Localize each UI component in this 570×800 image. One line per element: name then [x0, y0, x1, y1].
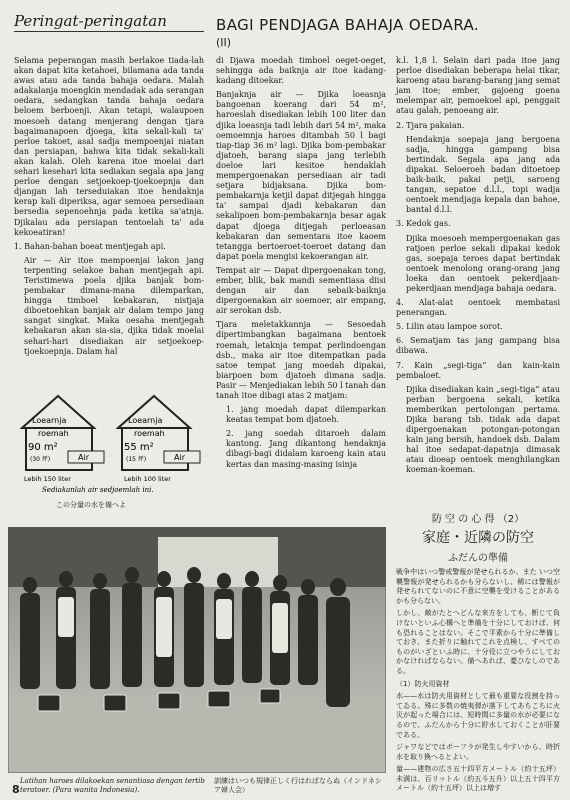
jp-p2: しかし、敵がたとへどんな来方をしても、断じて負けないといふ心構へと準備を十分にしておけば、何も恐れることはない。そこで平素から十分に準備しておき、また折りに触れてこれを点検し、すべてのものがいざといふ時に、十分役に立つやうにしておかなければならない。備へあれば、憂ひなしのである。	[396, 609, 560, 675]
photo-caption-id: Latihan haroes dilakoekan senantiasa dengan tertib teratoer. (Para wanita Indonesia).	[20, 777, 205, 794]
house1-area: 90 m²	[28, 442, 58, 453]
list-item-7-heading: 7. Kain „segi-tiga“ dan kain-kain pembaloet.	[396, 360, 560, 380]
house2-label1: Loearnja	[128, 416, 163, 425]
intro-paragraph: Selama peperangan masih berlakoe tiada-lah akan dapat kita ketahoei, bilamana ada tanda awas atau ada tanda bahaja oedara. Malah adakalanja moengkin mendadak ada serangan oedara, sedangkan tanda bahaja oedara beloem berboenji. Akan tetapi, walaupoen moesoeh datang menjerang dengan tjara bagaimanapoen djoega, kita sekali-kali ta' perloe takoet, asal sadja mempoenjai niatan dan persiapan, bahwa kita tidak sekali-kali akan kalah. Oleh karena itoe moelai dari sehari kesehari kita sediakan segala apa jang perloe dengan setjoekoep-tjoekoepnja dan djangan lah terseduiakan itoe hendaknja kerap kali diperiksa, agar semoea persediaan bersedia sepenoehnja pada ketika sa'atnja. Djikalau ada persiapan tentoelah ta' ada kekoeatiran!	[14, 56, 204, 237]
col2-p1: di Djawa moedah timboel oeget-oeget, sehingga ada baiknja air itoe kadang-kadang ditoekar.	[216, 56, 386, 86]
jp-p1: 戦争中はいつ警戒警報が発せられるか、また いつ空襲警報が発せられるかも分らないし、稀には警報が発せられてないのに不意に空襲を受けることがあるかも分らない。	[396, 568, 560, 605]
house1-air-box: Air	[78, 453, 89, 462]
script-heading: Peringat-peringatan	[14, 12, 167, 30]
diagram-caption-jp: この分量の水を備へよ	[56, 501, 126, 509]
house1-label2: roemah	[38, 429, 69, 438]
jp-p5: ジャワなどではボーフラが発生しやすいから、時折水を取り換へるとよい。	[396, 743, 560, 761]
house1-label1: Loearnja	[32, 416, 67, 425]
heading-underline	[14, 31, 204, 32]
house2-air-box: Air	[174, 453, 185, 462]
house2-sub: (15 坪)	[126, 456, 147, 463]
jp-p4: 水——水は防火用資材として最も重要な役割を持ってゐる。殊に多数の焼夷弾が落下してあちこちに火災が起った場合には、短時間に多量の水が必要になるので、ふだんから十分に貯水しておくことが肝要である。	[396, 692, 560, 739]
column-2	[216, 56, 386, 474]
japanese-article	[396, 510, 560, 797]
house2-caption: Lebih 100 liter	[124, 475, 171, 483]
training-photo	[8, 527, 386, 773]
column-3	[396, 56, 560, 480]
house1-sub: (30 坪)	[30, 456, 51, 463]
column-1	[14, 56, 204, 361]
article-part: (II)	[216, 36, 232, 49]
col2-sub1: 1. jang moedah dapat dilemparkan keatas tempat bom djatoeh.	[226, 405, 386, 425]
col2-p3: Tempat air — Dapat dipergoenakan tong, ember, blik, bak mandi sementiasa diisi dengan air dan sebaik-baiknja dipergoenakan air soemoer, air empang, air serokan dsb.	[216, 265, 386, 316]
list-item-6: 6. Sematjam tas jang gampang bisa dibawa.	[396, 336, 560, 356]
diagram-caption-id: Sediakanlah air sedjoemlah ini.	[42, 486, 154, 494]
list-item-7-text: Djika disediakan kain „segi-tiga“ atau perban bergoena sekali, ketika memberikan pertolongan pertama. Djika barang tsb. tidak ada dapat dipergoenakan potongan-potongan kain jang bersih, handoek dsb. Dalam hal itoe sedapat-dapatnja dimasak atau dioeap oentoek menghilangkan koeman-koeman.	[406, 384, 560, 475]
jp-subtitle: ふだんの準備	[448, 553, 508, 564]
col2-sub2: 2. jang soedah ditaroeh dalam kantong. Jang dikantong hendaknja dibagi-bagi didalam karoeng kain atau kertas dan masing-masing isinja	[226, 429, 386, 469]
house1-caption: Lebih 150 liter	[24, 475, 71, 483]
col2-p4: Tjara meletakkannja — Sesoedah dipertimbangkan bagaimana bentoek roemah, letaknja tempat perlindoengan dsb., maka air itoe ditempatkan pada satoe tempat jang moedah dipakai, biarpoen bom djatoeh dimana sadja. Pasir — Menjediakan lebih 50 l tanah dan tanah itoe dibagi atas 2 matjam:	[216, 320, 386, 400]
list-item-3-heading: 3. Kedok gas.	[396, 219, 451, 229]
house-water-diagram	[14, 388, 204, 498]
list-item-5: 5. Lilin atau lampoe sorot.	[396, 322, 503, 332]
list-item-1-heading: 1. Bahan-bahan boeat mentjegah api.	[14, 241, 166, 251]
list-item-1-text: Air — Air itoe mempoenjai lakon jang terpenting selakoe bahan mentjegah api. Teristimewa poela djika banjak bom-pembakar dimana-mana dilemparkan, hingga timboel kebakaran, nistjaja diboetoehkan banjak air dalam tempo jang sangat singkat. Maka oesaha mentjegah kebakaran akan sia-sia, djika tidak moelai sehari-hari disediakan air setjoekoep-tjoekoepnja. Dalam hal	[24, 255, 204, 356]
page-number: 8	[12, 783, 20, 796]
list-item-4: 4. Alat-alat oentoek membatasi penerangan.	[396, 298, 560, 318]
jp-series-heading: 防 空 の 心 得 （2）	[431, 514, 525, 525]
article-title: BAGI PENDJAGA BAHAJA OEDARA.	[216, 16, 480, 34]
jp-p3: （1）防火用資材	[396, 679, 450, 688]
jp-title: 家庭・近隣の防空	[422, 530, 534, 546]
house2-label2: roemah	[134, 429, 165, 438]
jp-p6: 量——建物の広さ五十四平方メートル（約十五坪）未満は、百リットル（約五斗五升）以上五十四平方メートル（約十五坪）以上は増す	[396, 765, 560, 793]
list-item-2-heading: 2. Tjara pakaian.	[396, 120, 465, 130]
photo-caption-jp: 訓練はいつも規律正しく行はればならぬ（インドネシア婦人会）	[214, 777, 382, 794]
list-item-3-text: Djika moesoeh mempergoenakan gas ratjoen perloe sekali dipakai kedok gas, soepaja teroes dapat bertindak oentoek menolong orang-orang jang loeka dan oentoek pekerdjaan-pekerdjaan mendjaga bahaja oedara.	[406, 233, 560, 293]
list-item-2-text: Hendaknja soepaja jang bergoena sadja, hingga gampang bisa bertindak. Segala apa jang ada dipakai. Seloeroeh badan ditoetoep baik-baik, pakai petji, saroeng tangan, sepatoe d.l.l., topi wadja oentoek mendjaga kepala dan bahoe, bantal d.l.l.	[406, 134, 560, 215]
col2-p2: Banjaknja air — Djika loeasnja bangoenan koerang dari 54 m², haroeslah disediakan lebih 100 liter dan djika loeasnja tadi lebih dari 54 m², maka oemoemnja haroes ditambah 50 l bagi tiap-tiap 36 m² lagi. Djika bom-pembakar djatoeh, barang siapa jang terlebih doeloe lari kesitoe hendaklah mempergoenakan persediaan air tadi setjara bidjaksana. Djika bom-pembakarnja ketjil dapat ditjegah hingga ta' sampai djadi kebakaran dan sekalipoen bom-pembakarnja besar agak dapat djoega ditjegah perloeasan kebakaran dan sementara itoe kaoem tetangga bertoeroet-toeroet datang dan dapat poela mengisi kekoerangan air.	[216, 90, 386, 261]
jp-body	[396, 568, 560, 794]
house2-area: 55 m²	[124, 442, 154, 453]
col3-p1: k.l. 1,8 l. Selain dari pada itoe jang perloe disediakan beberapa helai tikar, karoeng atau barang-barang jang semat jam itoe; ember, gajoeng goena melempar air, pemoekoel api, penggait atau galah, penoeang air.	[396, 56, 560, 116]
